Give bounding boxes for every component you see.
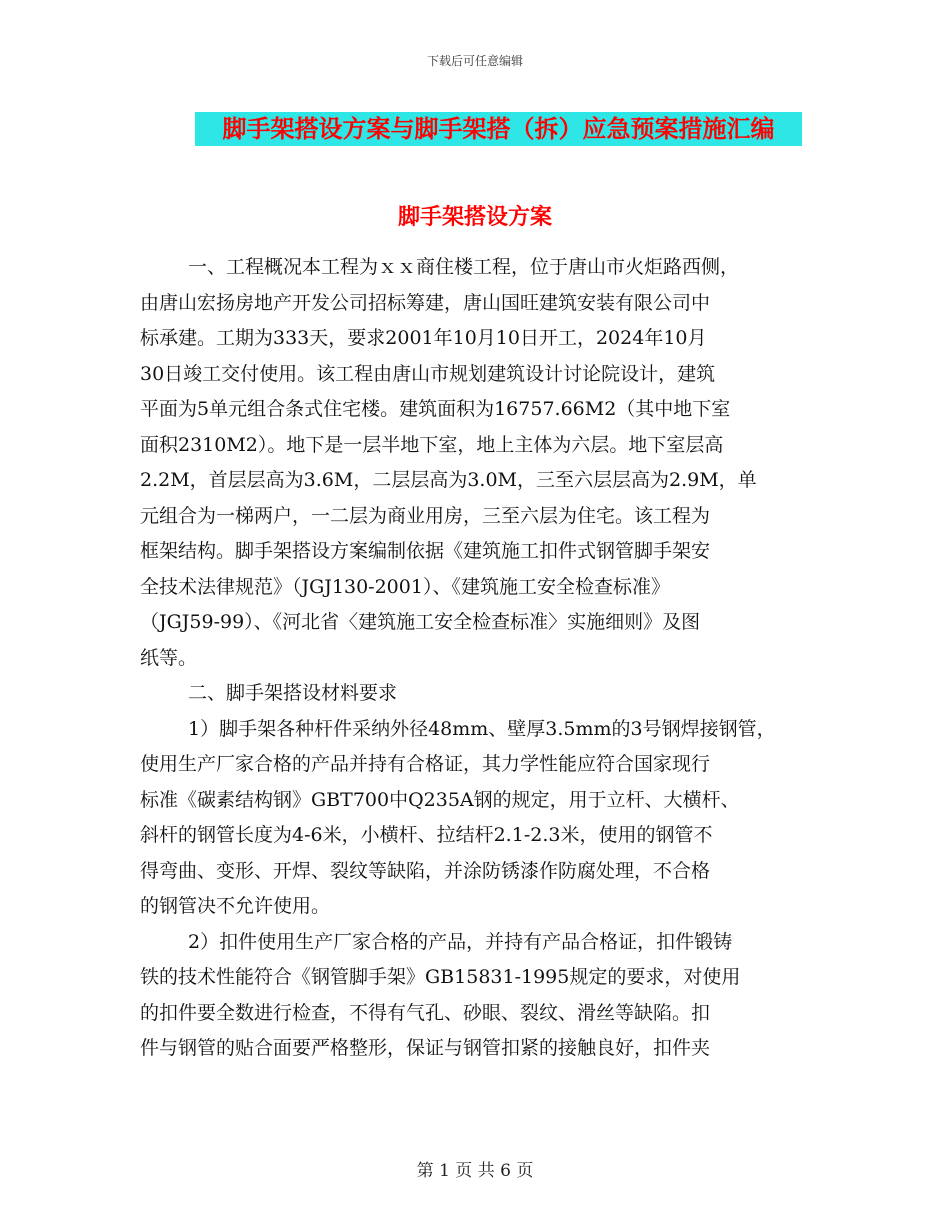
page-header-note: 下载后可任意编辑	[426, 54, 523, 68]
body-line: 件与钢管的贴合面要严格整形，保证与钢管扣紧的接触良好，扣件夹	[140, 1037, 711, 1059]
body-line: 平面为5单元组合条式住宅楼。建筑面积为16757.66M2（其中地下室	[140, 398, 731, 420]
body-line: 二、脚手架搭设材料要求	[188, 682, 398, 704]
body-line: 的钢管决不允许使用。	[140, 895, 331, 917]
body-line: 2.2M，首层层高为3.6M，二层层高为3.0M，三至六层层高为2.9M，单	[140, 469, 757, 491]
body-line: 得弯曲、变形、开焊、裂纹等缺陷，并涂防锈漆作防腐处理，不合格	[140, 859, 711, 882]
document-title: 脚手架搭设方案与脚手架搭（拆）应急预案措施汇编	[195, 112, 802, 146]
body-line: 由唐山宏扬房地产开发公司招标筹建，唐山国旺建筑安装有限公司中	[140, 291, 711, 314]
body-line: 元组合为一梯两户，一二层为商业用房，三至六层为住宅。该工程为	[140, 504, 711, 527]
body-line: 30日竣工交付使用。该工程由唐山市规划建筑设计讨论院设计，建筑	[140, 362, 716, 385]
body-line: 纸等。	[140, 646, 198, 669]
body-line: 标准《碳素结构钢》GBT700中Q235A钢的规定，用于立杆、大横杆、	[140, 788, 740, 811]
body-line: 使用生产厂家合格的产品并持有合格证，其力学性能应符合国家现行	[140, 753, 711, 775]
body-line: （JGJ59-99）、《河北省〈建筑施工安全检查标准〉实施细则》及图	[140, 611, 701, 633]
section-title: 脚手架搭设方案	[397, 204, 552, 230]
body-line: 框架结构。脚手架搭设方案编制依据《建筑施工扣件式钢管脚手架安	[140, 540, 711, 562]
body-line: 全技术法律规范》（JGJ130-2001）、《建筑施工安全检查标准》	[140, 575, 670, 598]
body-line: 面积2310M2）。地下是一层半地下室，地上主体为六层。地下室层高	[140, 433, 724, 456]
body-line: 斜杆的钢管长度为4-6米，小横杆、拉结杆2.1-2.3米，使用的钢管不	[140, 824, 713, 846]
document-body	[140, 250, 820, 1067]
body-line: 2）扣件使用生产厂家合格的产品，并持有产品合格证，扣件锻铸	[188, 930, 733, 953]
body-line: 标承建。工期为333天，要求2001年10月10日开工，2024年10月	[140, 327, 707, 349]
body-line: 的扣件要全数进行检查，不得有气孔、砂眼、裂纹、滑丝等缺陷。扣	[140, 1001, 711, 1024]
body-line: 1）脚手架各种杆件采纳外径48mm、壁厚3.5mm的3号钢焊接钢管，	[188, 717, 776, 740]
page-number: 第 1 页 共 6 页	[416, 1161, 534, 1181]
body-line: 一、工程概况本工程为ｘｘ商住楼工程，位于唐山市火炬路西侧，	[188, 256, 740, 278]
body-line: 铁的技术性能符合《钢管脚手架》GB15831-1995规定的要求，对使用	[140, 966, 741, 988]
